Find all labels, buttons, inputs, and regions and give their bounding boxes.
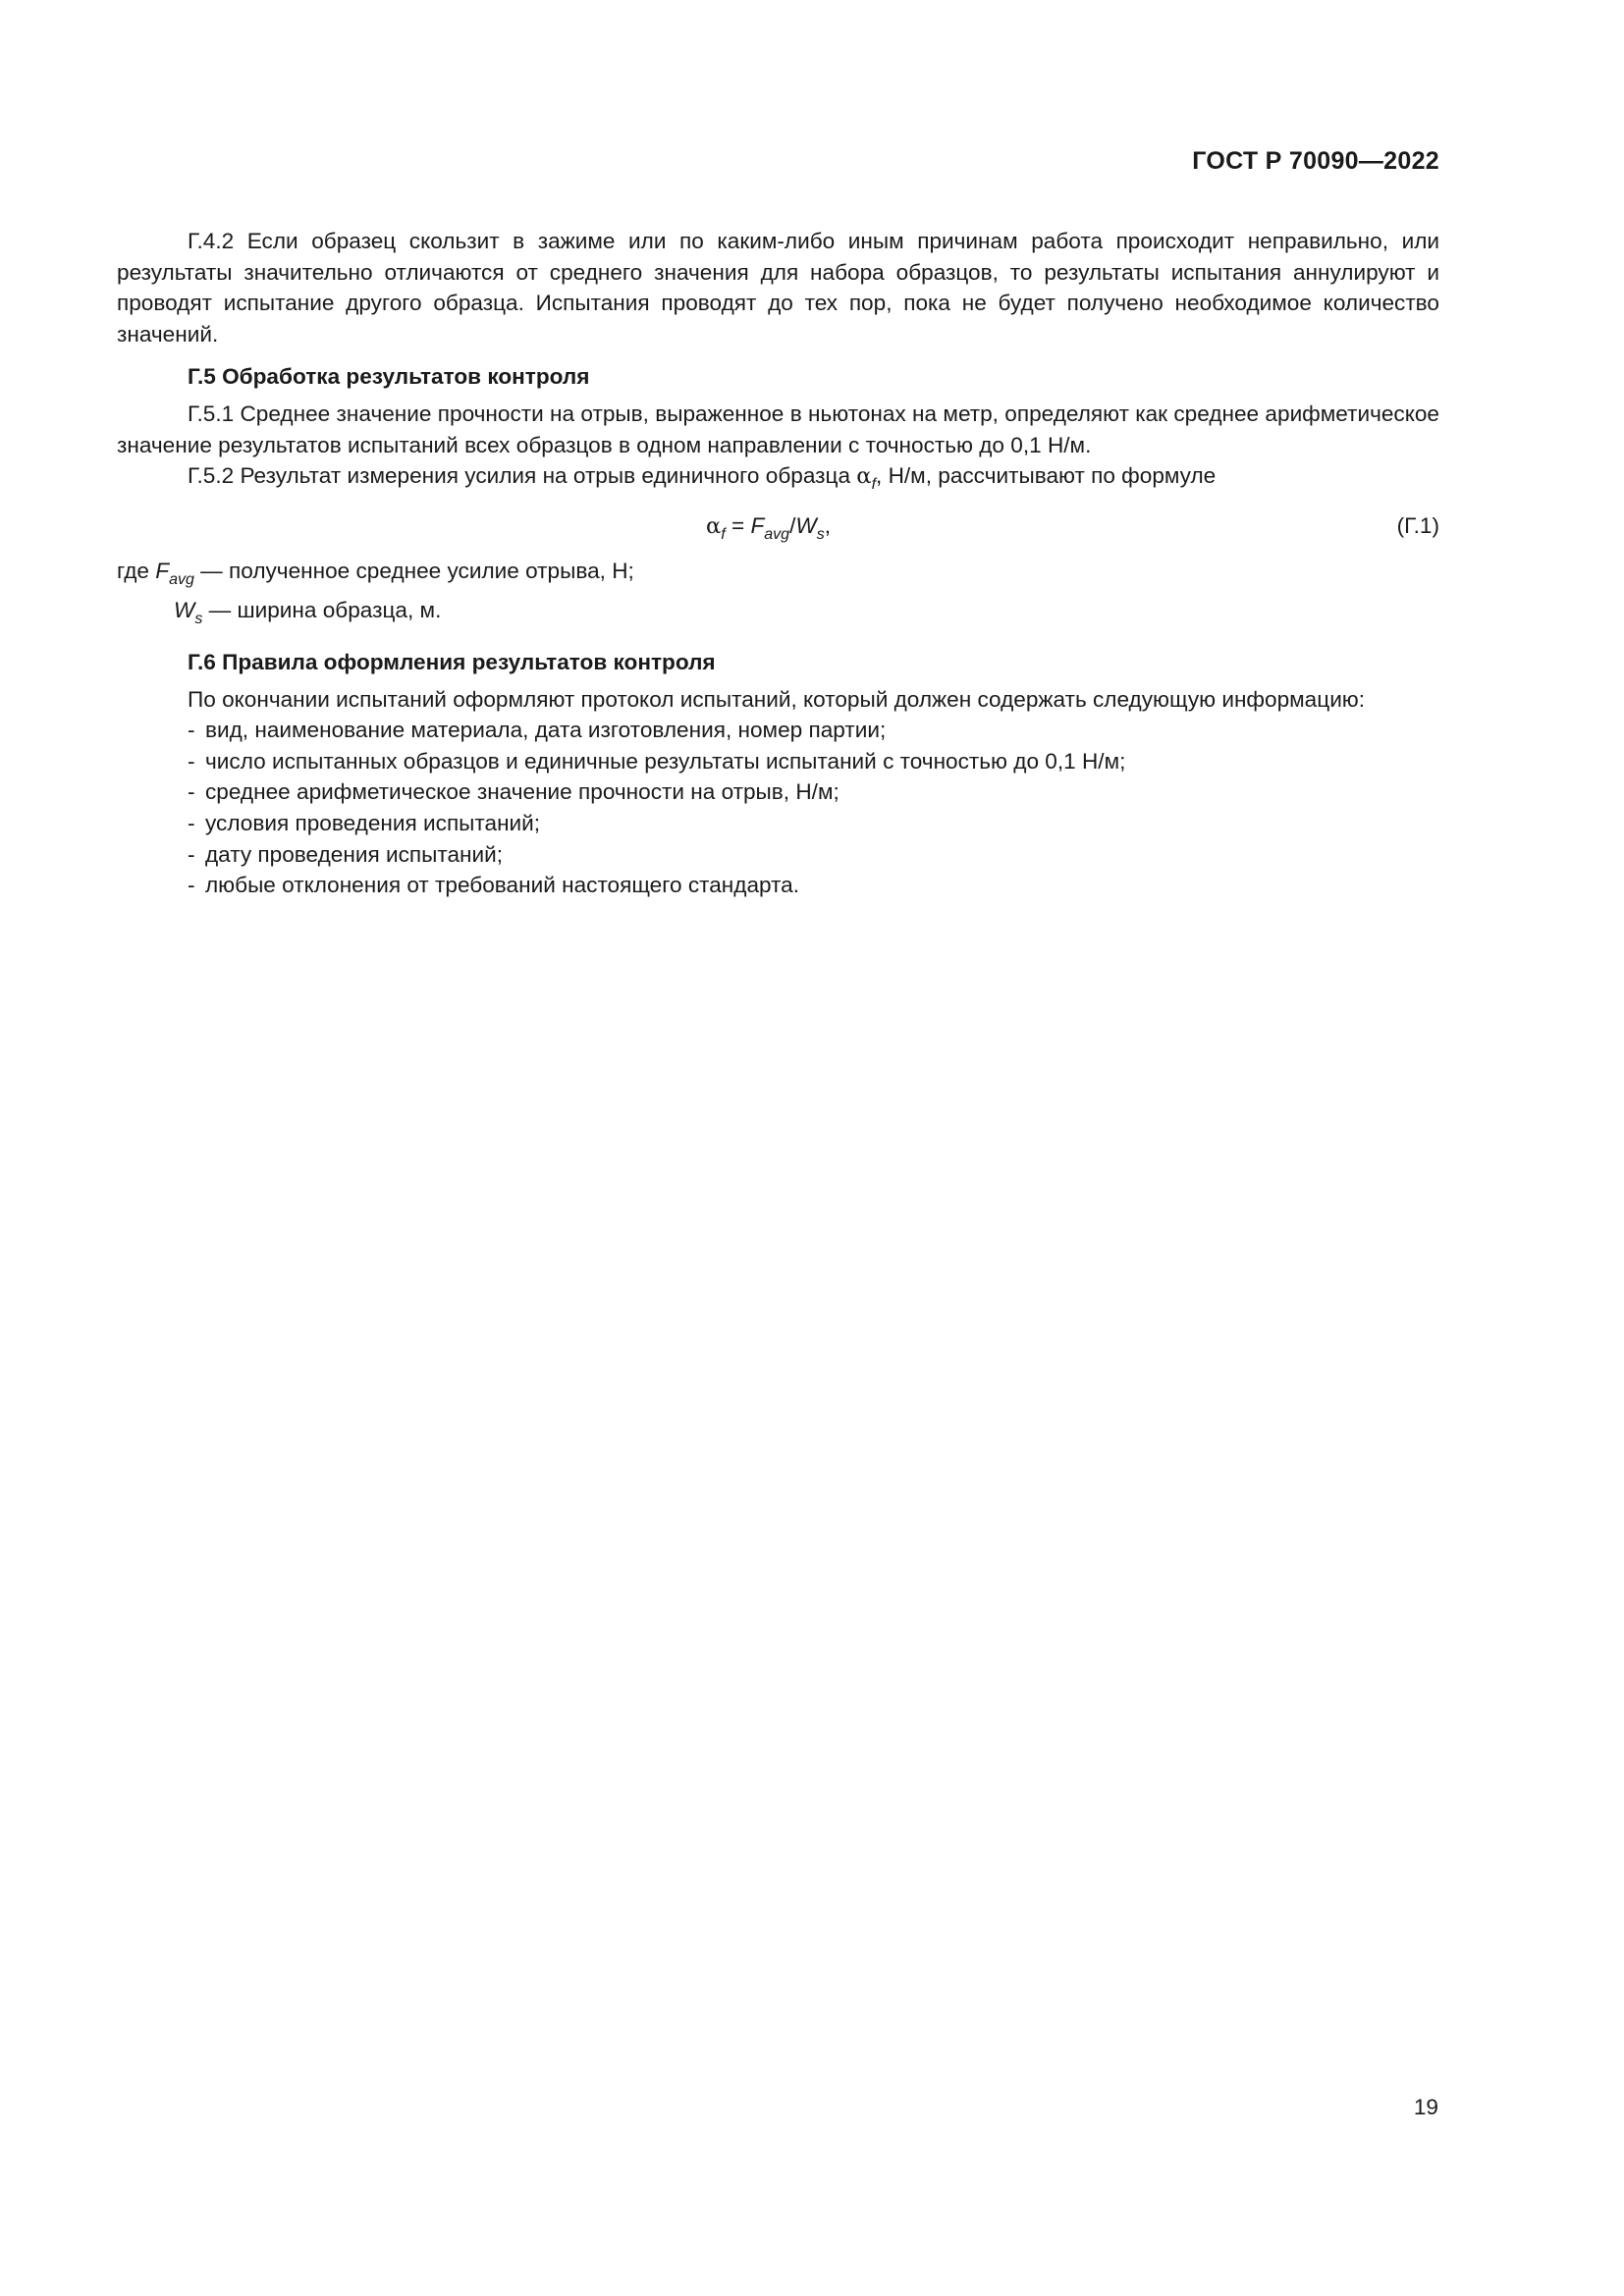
- legend-f-text: — полученное среднее усилие отрыва, Н;: [193, 558, 634, 583]
- equation-number: (Г.1): [1396, 512, 1439, 538]
- list-marker: -: [188, 873, 195, 898]
- paragraph-g5-2-text: Г.5.2 Результат измерения усилия на отрыв единичного образца: [188, 463, 851, 489]
- formula-lhs: α: [706, 512, 722, 539]
- list-item: [188, 870, 1439, 901]
- list-item-text: дату проведения испытаний;: [205, 841, 504, 867]
- list-item: [188, 776, 1439, 808]
- section-heading-g5: Г.5 Обработка результатов контроля: [188, 364, 590, 390]
- legend-w-sub: s: [194, 611, 203, 628]
- list-marker: -: [188, 841, 195, 867]
- paragraph-g4-2: Г.4.2 Если образец скользит в зажиме или по каким-либо иным причинам работа происходит неправильно, или результаты значительно отличаются от среднего значения для набора образцов, то результаты испытания аннулируют и проводят испытание другого образца. Испытания проводят до тех пор, пока не будет получено необходимое количество значений.: [117, 229, 1439, 347]
- document-code-header: ГОСТ Р 70090—2022: [1192, 147, 1439, 175]
- legend-f-sub: avg: [169, 570, 194, 588]
- list-marker: -: [188, 779, 195, 805]
- list-item: [188, 839, 1439, 871]
- formula-slash: /: [789, 512, 796, 538]
- formula-f: F: [750, 512, 765, 538]
- legend-f-symbol: F: [155, 558, 170, 583]
- list-item: [188, 808, 1439, 839]
- list-item-text: любые отклонения от требований настоящего стандарта.: [205, 873, 800, 898]
- paragraph-g6-intro: По окончании испытаний оформляют протокол испытаний, который должен содержать следующую информацию:: [188, 686, 1366, 712]
- legend-prefix: где: [117, 558, 149, 583]
- list-marker: -: [188, 810, 195, 835]
- protocol-contents-list: [117, 715, 1439, 901]
- legend-line-favg: [117, 556, 1439, 596]
- list-item: [188, 715, 1439, 746]
- formula-equals: =: [725, 512, 751, 538]
- formula-w: W: [795, 512, 817, 538]
- alpha-subscript: f: [871, 476, 877, 494]
- list-item: [188, 746, 1439, 777]
- formula-g1: [706, 510, 831, 551]
- formula-end: ,: [824, 512, 831, 538]
- formula-legend: [117, 556, 1439, 635]
- list-item-text: число испытанных образцов и единичные результаты испытаний с точностью до 0,1 Н/м;: [205, 748, 1126, 774]
- list-item-text: условия проведения испытаний;: [205, 810, 541, 835]
- page-number: 19: [1413, 2095, 1438, 2119]
- paragraph-g5-2: [117, 460, 1439, 501]
- list-item-text: среднее арифметическое значение прочности на отрыв, Н/м;: [205, 779, 839, 805]
- paragraph-g5-1: Г.5.1 Среднее значение прочности на отрыв, выраженное в ньютонах на метр, определяют как среднее арифметическое значение результатов испытаний всех образцов в одном направлении с точностью до 0,1 Н/м.: [117, 400, 1439, 457]
- formula-f-sub: avg: [764, 525, 790, 543]
- formula-row: [117, 505, 1439, 552]
- formula-w-sub: s: [816, 525, 825, 543]
- paragraph-g5-2-tail: , Н/м, рассчитывают по формуле: [876, 463, 1217, 489]
- list-marker: -: [188, 748, 195, 774]
- legend-w-text: — ширина образца, м.: [202, 598, 442, 623]
- legend-line-ws: [117, 595, 1439, 635]
- list-marker: -: [188, 718, 195, 743]
- alpha-symbol: α: [856, 463, 872, 490]
- document-body: [117, 226, 1439, 901]
- legend-w-symbol: W: [174, 598, 195, 623]
- list-item-text: вид, наименование материала, дата изготовления, номер партии;: [205, 718, 887, 743]
- formula-lhs-sub: f: [721, 525, 726, 543]
- section-heading-g6: Г.6 Правила оформления результатов контроля: [188, 649, 716, 674]
